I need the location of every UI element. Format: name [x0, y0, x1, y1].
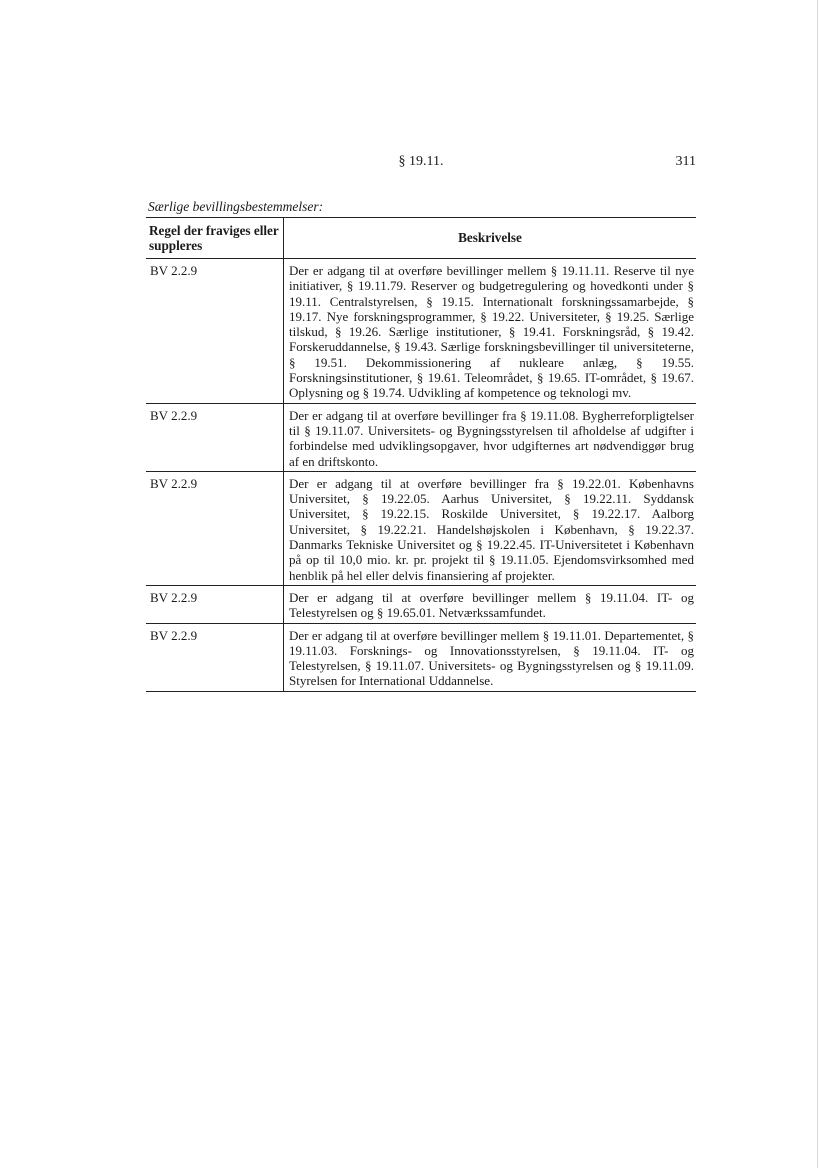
description-cell: Der er adgang til at overføre bevillinger mellem § 19.11.01. Departementet, § 19.11.03. Forsknings- og Innovationsstyrelsen, § 19.11.04. IT- og Telestyrelsen, § 19.11.07. Universitets- og Bygningsstyrelsen og § 19.11.09. Styrelsen for International Uddannelse.	[284, 623, 697, 691]
table-row	[146, 403, 696, 471]
column-header-description: Beskrivelse	[284, 218, 697, 259]
table-row	[146, 623, 696, 691]
column-header-rule: Regel der fraviges eller suppleres	[146, 218, 284, 259]
rule-cell: BV 2.2.9	[146, 623, 284, 691]
description-cell: Der er adgang til at overføre bevillinger mellem § 19.11.04. IT- og Telestyrelsen og § 19.65.01. Netværkssamfundet.	[284, 585, 697, 623]
table-row	[146, 259, 696, 404]
description-cell: Der er adgang til at overføre bevillinger mellem § 19.11.11. Reserve til nye initiativer, § 19.11.79. Reserver og budgetregulering og hovedkonti under § 19.11. Centralstyrelsen, § 19.15. Internationalt forskningssamarbejde, § 19.17. Nye forskningsprogrammer, § 19.22. Universiteter, § 19.25. Særlige tilskud, § 19.26. Særlige institutioner, § 19.41. Forskningsråd, § 19.42. Forskeruddannelse, § 19.43. Særlige forskningsbevillinger til universiteterne, § 19.51. Dekommissionering af nukleare anlæg, § 19.55. Forskningsinstitutioner, § 19.61. Teleområdet, § 19.65. IT-området, § 19.67. Oplysning og § 19.74. Udvikling af kompetence og teknologi mv.	[284, 259, 697, 404]
page-header	[146, 154, 696, 174]
description-cell: Der er adgang til at overføre bevillinger fra § 19.11.08. Bygherreforpligtelser til § 19.11.07. Universitets- og Bygningsstyrelsen til afholdelse af udgifter i forbindelse med udviklingsopgaver, hvor udgifternes art nødvendiggør brug af en driftskonto.	[284, 403, 697, 471]
scan-edge-line	[817, 0, 818, 1168]
rule-cell: BV 2.2.9	[146, 259, 284, 404]
appropriation-rules-table	[146, 217, 696, 692]
rule-cell: BV 2.2.9	[146, 403, 284, 471]
table-caption: Særlige bevillingsbestemmelser:	[148, 199, 324, 214]
table-row	[146, 471, 696, 585]
section-reference: § 19.11.	[398, 154, 444, 169]
table-row	[146, 585, 696, 623]
rule-cell: BV 2.2.9	[146, 471, 284, 585]
table-header-row	[146, 218, 696, 259]
description-cell: Der er adgang til at overføre bevillinger fra § 19.22.01. Københavns Universitet, § 19.22.05. Aarhus Universitet, § 19.22.11. Syddansk Universitet, § 19.22.15. Roskilde Universitet, § 19.22.17. Aalborg Universitet, § 19.22.21. Handelshøjskolen i København, § 19.22.37. Danmarks Tekniske Universitet og § 19.22.45. IT-Universitetet i København på op til 10,0 mio. kr. pr. projekt til § 19.11.05. Ejendomsvirksomhed med henblik på hel eller delvis finansiering af projekter.	[284, 471, 697, 585]
page-number: 311	[675, 154, 696, 169]
rule-cell: BV 2.2.9	[146, 585, 284, 623]
